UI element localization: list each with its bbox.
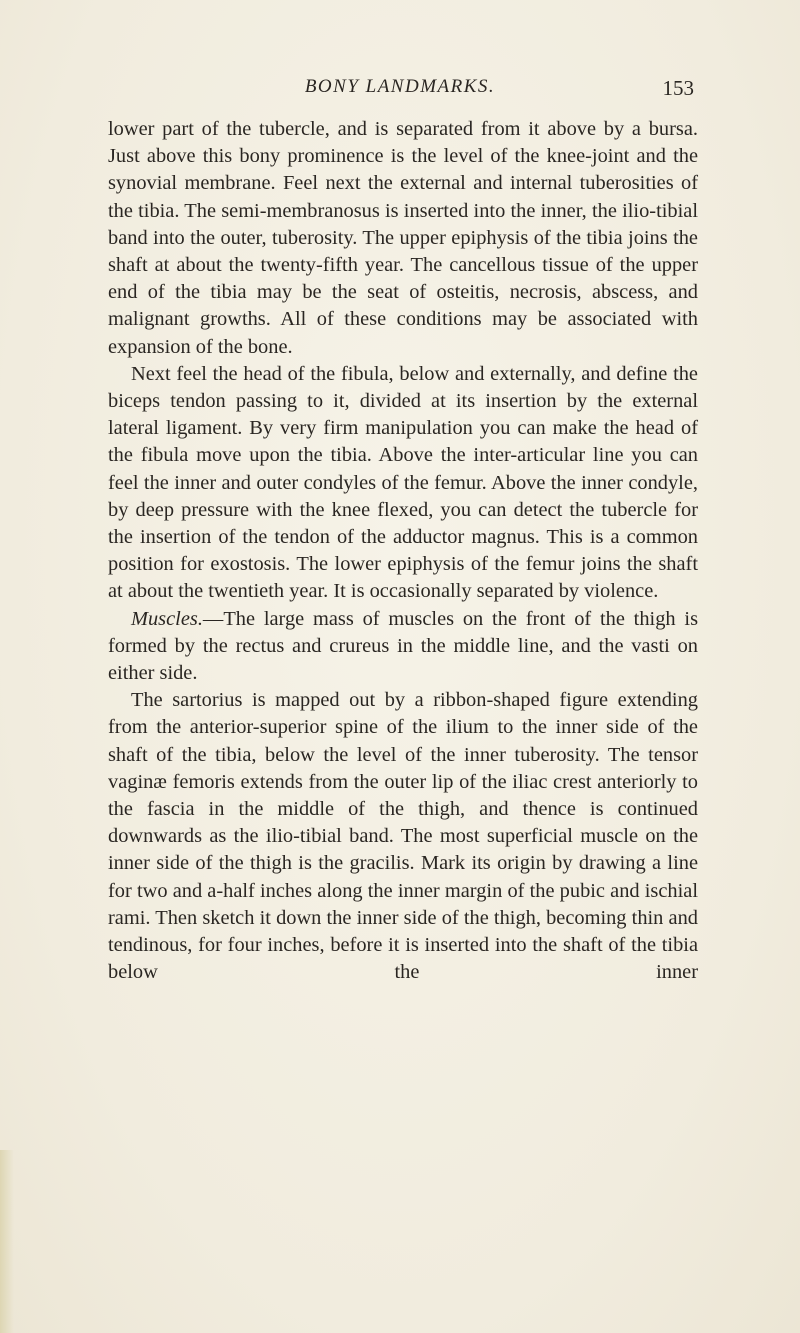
section-heading: Muscles.: [131, 607, 203, 630]
body-text: [108, 116, 698, 987]
paragraph-text: —The large mass of muscles on the front of the thigh is formed by the rectus and crureus in the middle line, and the vasti on either side.: [108, 607, 698, 685]
paragraph: The sartorius is mapped out by a ribbon-shaped figure extending from the anterior-superior spine of the ilium to the inner side of the shaft of the tibia, below the level of the inner tuberosity. The tensor vaginæ femoris extends from the outer lip of the iliac crest anteriorly to the fascia in the middle of the thigh, and thence is continued downwards as the ilio-tibial band. The most superficial muscle on the inner side of the thigh is the gracilis. Mark its origin by drawing a line for two and a-half inches along the inner margin of the pubic and ischial rami. Then sketch it down the inner side of the thigh, becoming thin and tendinous, for four inches, before it is inserted into the shaft of the tibia below the inner: [108, 689, 698, 984]
paragraph: [108, 606, 698, 688]
page-header: [0, 76, 800, 106]
paragraph: lower part of the tubercle, and is separated from it above by a bursa. Just above this bony prominence is the level of the knee-joint and the synovial membrane. Feel next the external and internal tuberosities of the tibia. The semi-membranosus is inserted into the inner, the ilio-tibial band into the outer, tuberosity. The upper epiphysis of the tibia joins the shaft at about the twenty-fifth year. The cancellous tissue of the upper end of the tibia may be the seat of osteitis, necrosis, abscess, and malignant growths. All of these conditions may be associated with expansion of the bone.: [108, 118, 698, 358]
running-head: BONY LANDMARKS.: [304, 76, 496, 97]
page-edge-stain: [0, 1150, 14, 1333]
paragraph: Next feel the head of the fibula, below and externally, and define the biceps tendon passing to it, divided at its insertion by the external lateral ligament. By very firm manipulation you can make the head of the fibula move upon the tibia. Above the inter-articular line you can feel the inner and outer condyles of the femur. Above the inner condyle, by deep pressure with the knee flexed, you can detect the tubercle for the insertion of the tendon of the adductor magnus. This is a common position for exostosis. The lower epiphysis of the femur joins the shaft at about the twentieth year. It is occasionally separated by violence.: [108, 362, 698, 603]
page-number: 153: [662, 76, 694, 100]
